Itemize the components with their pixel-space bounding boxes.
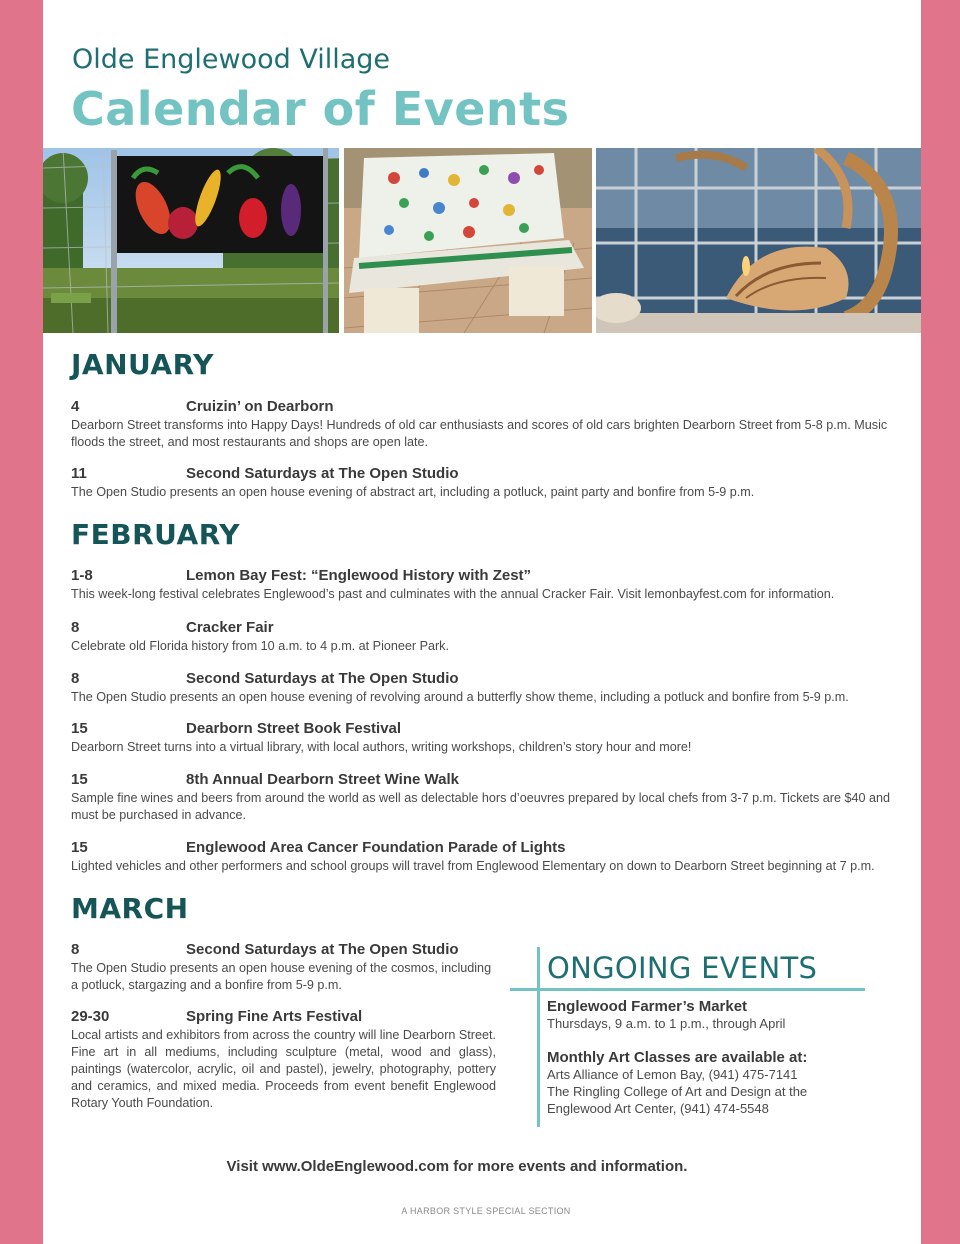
month-heading-february: FEBRUARY xyxy=(71,518,241,551)
farmers-market-item xyxy=(547,998,785,1032)
event-date: 15 xyxy=(71,839,88,856)
art-classes-line: The Ringling College of Art and Design at the xyxy=(547,1084,808,1099)
event-description: Local artists and exhibitors from across the country will line Dearborn Street. Fine art in all mediums, including sculpture (metal, wood and glass), paintings (watercolor, acrylic, oil and pastel), jewelry, photography, pottery and ceramics, and mixed media. Proceeds from event benefit Englewood Rotary Youth Foundation. xyxy=(71,1028,496,1110)
ongoing-horizontal-rule xyxy=(510,988,865,991)
event-date: 4 xyxy=(71,398,80,415)
month-heading-january: JANUARY xyxy=(71,348,214,381)
event-item xyxy=(71,1008,496,1112)
event-date: 11 xyxy=(71,465,87,482)
event-title: Englewood Area Cancer Foundation Parade of Lights xyxy=(186,839,566,856)
page-title: Calendar of Events xyxy=(71,82,570,136)
event-date: 8 xyxy=(71,670,80,687)
event-item xyxy=(71,398,901,451)
event-title: Cracker Fair xyxy=(186,619,274,636)
event-description: Dearborn Street transforms into Happy Days! Hundreds of old car enthusiasts and scores of old cars brighten Dearborn Street from 5-8 p.m. Music floods the street, and most restaurants and shops are open late. xyxy=(71,418,888,449)
art-classes-item xyxy=(547,1049,807,1117)
event-title: Dearborn Street Book Festival xyxy=(186,720,402,737)
event-description: Sample fine wines and beers from around the world as well as delectable hors d’oeuvres prepared by local chefs from 3-7 p.m. Tickets are $40 and must be purchased in advance. xyxy=(71,791,891,822)
event-description: Lighted vehicles and other performers and school groups will travel from Englewood Elementary on down to Dearborn Street beginning at 7 p.m. xyxy=(71,859,875,873)
magazine-page xyxy=(43,0,921,1244)
photo-strip xyxy=(43,148,921,333)
mosaic-bench-photo-icon xyxy=(344,148,592,333)
event-title: Second Saturdays at The Open Studio xyxy=(186,941,459,958)
month-heading-march: MARCH xyxy=(71,892,189,925)
event-item xyxy=(71,941,496,994)
event-title: Spring Fine Arts Festival xyxy=(186,1008,363,1025)
event-item xyxy=(71,771,901,824)
event-title: Cruizin’ on Dearborn xyxy=(186,398,334,415)
farmers-market-heading: Englewood Farmer’s Market xyxy=(547,998,748,1015)
ongoing-vertical-rule xyxy=(537,947,540,1127)
art-classes-heading: Monthly Art Classes are available at: xyxy=(547,1049,808,1066)
section-footer: A HARBOR STYLE SPECIAL SECTION xyxy=(401,1206,571,1216)
event-item xyxy=(71,465,901,501)
event-title: Lemon Bay Fest: “Englewood History with Zest” xyxy=(186,567,532,584)
event-title: Second Saturdays at The Open Studio xyxy=(186,465,459,482)
event-item xyxy=(71,567,901,603)
event-description: Celebrate old Florida history from 10 a.m. to 4 p.m. at Pioneer Park. xyxy=(71,639,449,653)
seashell-sculpture-photo-icon xyxy=(596,148,921,333)
farmers-market-schedule: Thursdays, 9 a.m. to 1 p.m., through April xyxy=(547,1016,786,1031)
event-description: The Open Studio presents an open house evening of revolving around a butterfly show theme, including a potluck and bonfire from 5-9 p.m. xyxy=(71,690,849,704)
garden-mural-fence-photo-icon xyxy=(43,148,339,333)
event-item xyxy=(71,720,901,756)
event-title: 8th Annual Dearborn Street Wine Walk xyxy=(186,771,459,788)
event-item xyxy=(71,839,901,875)
event-date: 29-30 xyxy=(71,1008,110,1025)
ongoing-events-box xyxy=(510,947,865,1127)
page-kicker: Olde Englewood Village xyxy=(72,44,391,75)
event-title: Second Saturdays at The Open Studio xyxy=(186,670,459,687)
event-description: Dearborn Street turns into a virtual library, with local authors, writing workshops, children’s story hour and more! xyxy=(71,740,692,754)
event-date: 1-8 xyxy=(71,567,93,584)
event-item xyxy=(71,619,901,655)
event-description: The Open Studio presents an open house evening of the cosmos, including a potluck, stargazing and a bonfire from 5-9 p.m. xyxy=(71,961,492,992)
event-description: This week-long festival celebrates Englewood’s past and culminates with the annual Cracker Fair. Visit lemonbayfest.com for information. xyxy=(71,587,835,601)
event-item xyxy=(71,670,901,706)
art-classes-line: Arts Alliance of Lemon Bay, (941) 475-7141 xyxy=(547,1067,798,1082)
event-date: 15 xyxy=(71,720,88,737)
event-description: The Open Studio presents an open house evening of abstract art, including a potluck, paint party and bonfire from 5-9 p.m. xyxy=(71,485,755,499)
event-date: 15 xyxy=(71,771,88,788)
event-date: 8 xyxy=(71,619,80,636)
event-date: 8 xyxy=(71,941,80,958)
visit-website-line: Visit www.OldeEnglewood.com for more events and information. xyxy=(226,1158,688,1175)
ongoing-events-title: ONGOING EVENTS xyxy=(547,951,818,985)
art-classes-line: Englewood Art Center, (941) 474-5548 xyxy=(547,1101,769,1116)
